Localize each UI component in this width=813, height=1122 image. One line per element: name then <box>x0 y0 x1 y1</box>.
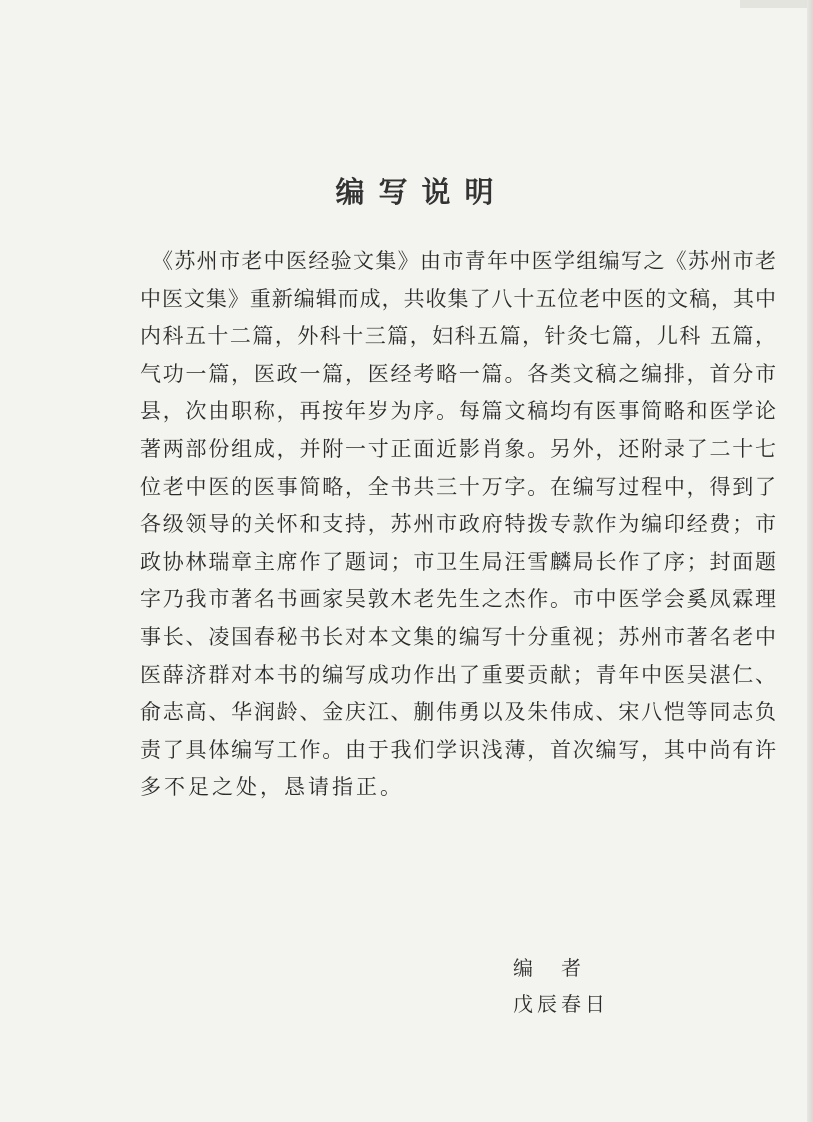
text-line: 事长、凌国春秘书长对本文集的编写十分重视；苏州市著名老中 <box>140 624 776 649</box>
text-line: 字乃我市著名书画家吴敦木老先生之杰作。市中医学会奚凤霖理 <box>140 587 776 612</box>
page-title: 编写说明 <box>335 175 508 209</box>
text-line: 县，次由职称，再按年岁为序。每篇文稿均有医事简略和医学论 <box>140 399 776 424</box>
text-line: 著两部份组成，并附一寸正面近影肖象。另外，还附录了二十七 <box>140 436 776 461</box>
signature-date: 戊辰春日 <box>513 992 609 1016</box>
text-line: 气功一篇，医政一篇，医经考略一篇。各类文稿之编排，首分市 <box>140 361 776 386</box>
text-line: 中医文集》重新编辑而成，共收集了八十五位老中医的文稿，其中 <box>140 286 776 311</box>
scan-border-top <box>740 0 813 8</box>
scan-border-right <box>807 0 813 1122</box>
text-line: 医薛济群对本书的编写成功作出了重要贡献；青年中医吴湛仁、 <box>140 662 776 687</box>
text-line: 《苏州市老中医经验文集》由市青年中医学组编写之《苏州市老 <box>152 249 776 273</box>
text-line: 各级领导的关怀和支持，苏州市政府特拨专款作为编印经费；市 <box>140 512 776 537</box>
text-line: 内科五十二篇，外科十三篇，妇科五篇，针灸七篇，儿科 五篇， <box>140 324 776 349</box>
text-line: 位老中医的医事简略，全书共三十万字。在编写过程中，得到了 <box>140 474 776 499</box>
text-line: 多不足之处，恳请指正。 <box>140 775 404 800</box>
signature-author: 编者 <box>513 956 609 980</box>
text-line: 俞志高、华润龄、金庆江、蒯伟勇以及朱伟成、宋八恺等同志负 <box>140 700 776 725</box>
text-line: 政协林瑞章主席作了题词；市卫生局汪雪麟局长作了序；封面题 <box>140 549 776 574</box>
text-line: 责了具体编写工作。由于我们学识浅薄，首次编写，其中尚有许 <box>140 737 776 762</box>
body-paragraph <box>140 243 776 807</box>
